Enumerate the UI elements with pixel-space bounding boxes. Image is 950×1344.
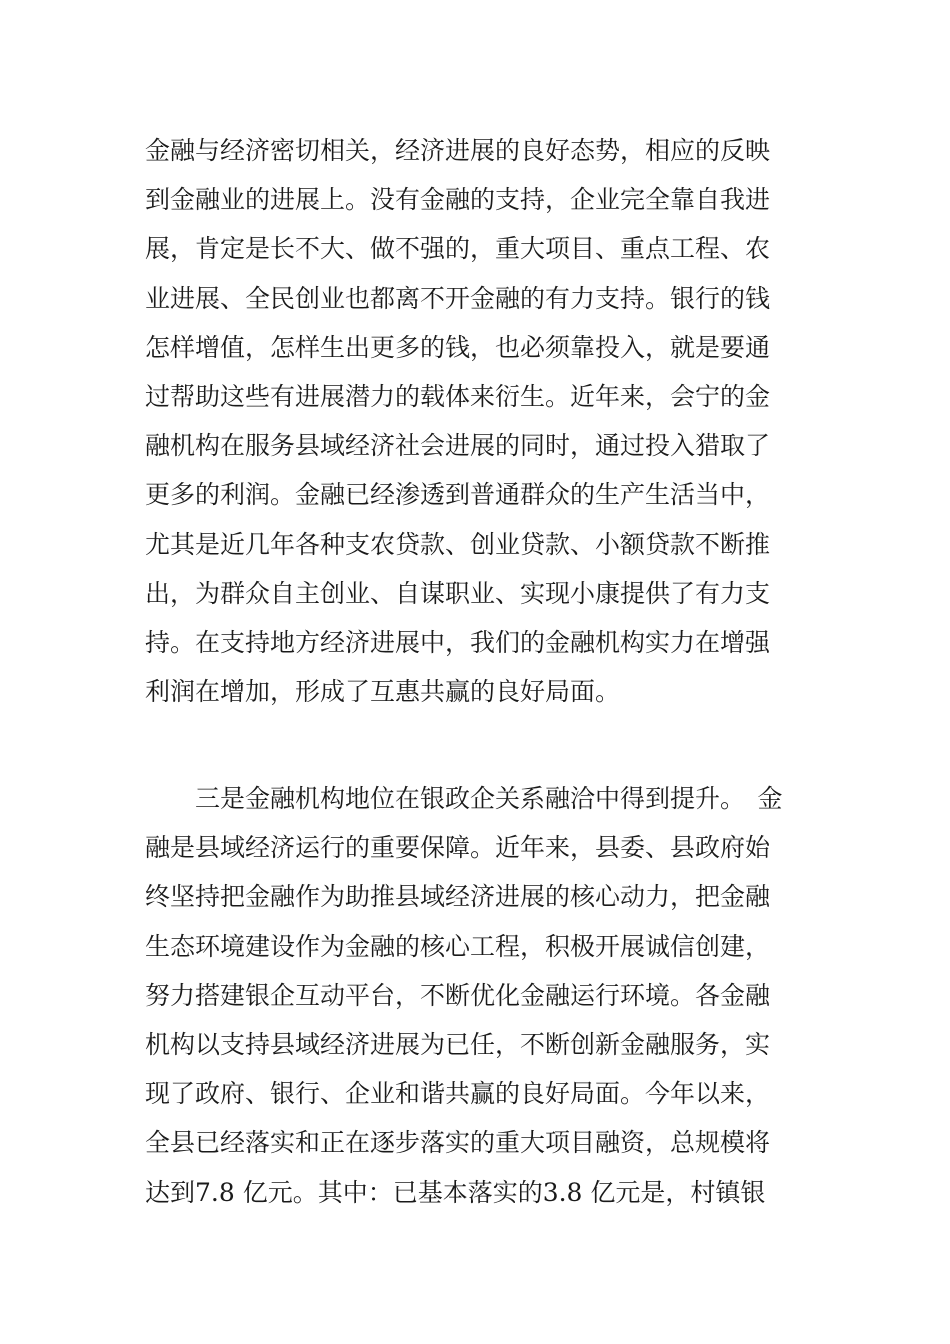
text-line: 机构以支持县域经济进展为已任，不断创新金融服务，实 (145, 1029, 771, 1059)
text-line: 出，为群众自主创业、自谋职业、实现小康提供了有力支 (145, 578, 771, 608)
text-line: 到金融业的进展上。没有金融的支持，企业完全靠自我进 (145, 185, 771, 215)
text-line: 更多的利润。金融已经渗透到普通群众的生产生活当中， (145, 480, 771, 510)
text-line: 达到7.8 亿元。其中：已基本落实的3.8 亿元是，村镇银 (145, 1177, 766, 1207)
paragraph-financial-institutions-status (145, 774, 805, 1217)
text-line: 终坚持把金融作为助推县域经济进展的核心动力，把金融 (145, 882, 771, 912)
text-line: 融机构在服务县域经济社会进展的同时，通过投入猎取了 (145, 431, 771, 461)
text-line: 怎样增值，怎样生出更多的钱，也必须靠投入，就是要通 (145, 332, 771, 362)
text-line: 全县已经落实和正在逐步落实的重大项目融资，总规模将 (145, 1128, 771, 1158)
text-line: 现了政府、银行、企业和谐共赢的良好局面。今年以来， (145, 1079, 771, 1109)
text-line: 利润在增加，形成了互惠共赢的良好局面。 (145, 677, 621, 707)
text-line: 持。在支持地方经济进展中，我们的金融机构实力在增强 (145, 627, 771, 657)
text-line: 融是县域经济运行的重要保障。近年来，县委、县政府始 (145, 833, 771, 863)
text-line: 业进展、全民创业也都离不开金融的有力支持。银行的钱 (145, 283, 771, 313)
text-line: 生态环境建设作为金融的核心工程，积极开展诚信创建， (145, 931, 771, 961)
text-line: 努力搭建银企互动平台，不断优化金融运行环境。各金融 (145, 980, 771, 1010)
paragraph-finance-economy (145, 126, 805, 716)
text-line: 金融与经济密切相关，经济进展的良好态势，相应的反映 (145, 136, 771, 165)
text-line: 展，肯定是长不大、做不强的，重大项目、重点工程、农 (145, 234, 771, 264)
text-line: 过帮助这些有进展潜力的载体来衍生。近年来，会宁的金 (145, 381, 771, 411)
text-line: 尤其是近几年各种支农贷款、创业贷款、小额贷款不断推 (145, 529, 771, 559)
text-line: 三是金融机构地位在银政企关系融洽中得到提升。 金 (145, 784, 783, 813)
